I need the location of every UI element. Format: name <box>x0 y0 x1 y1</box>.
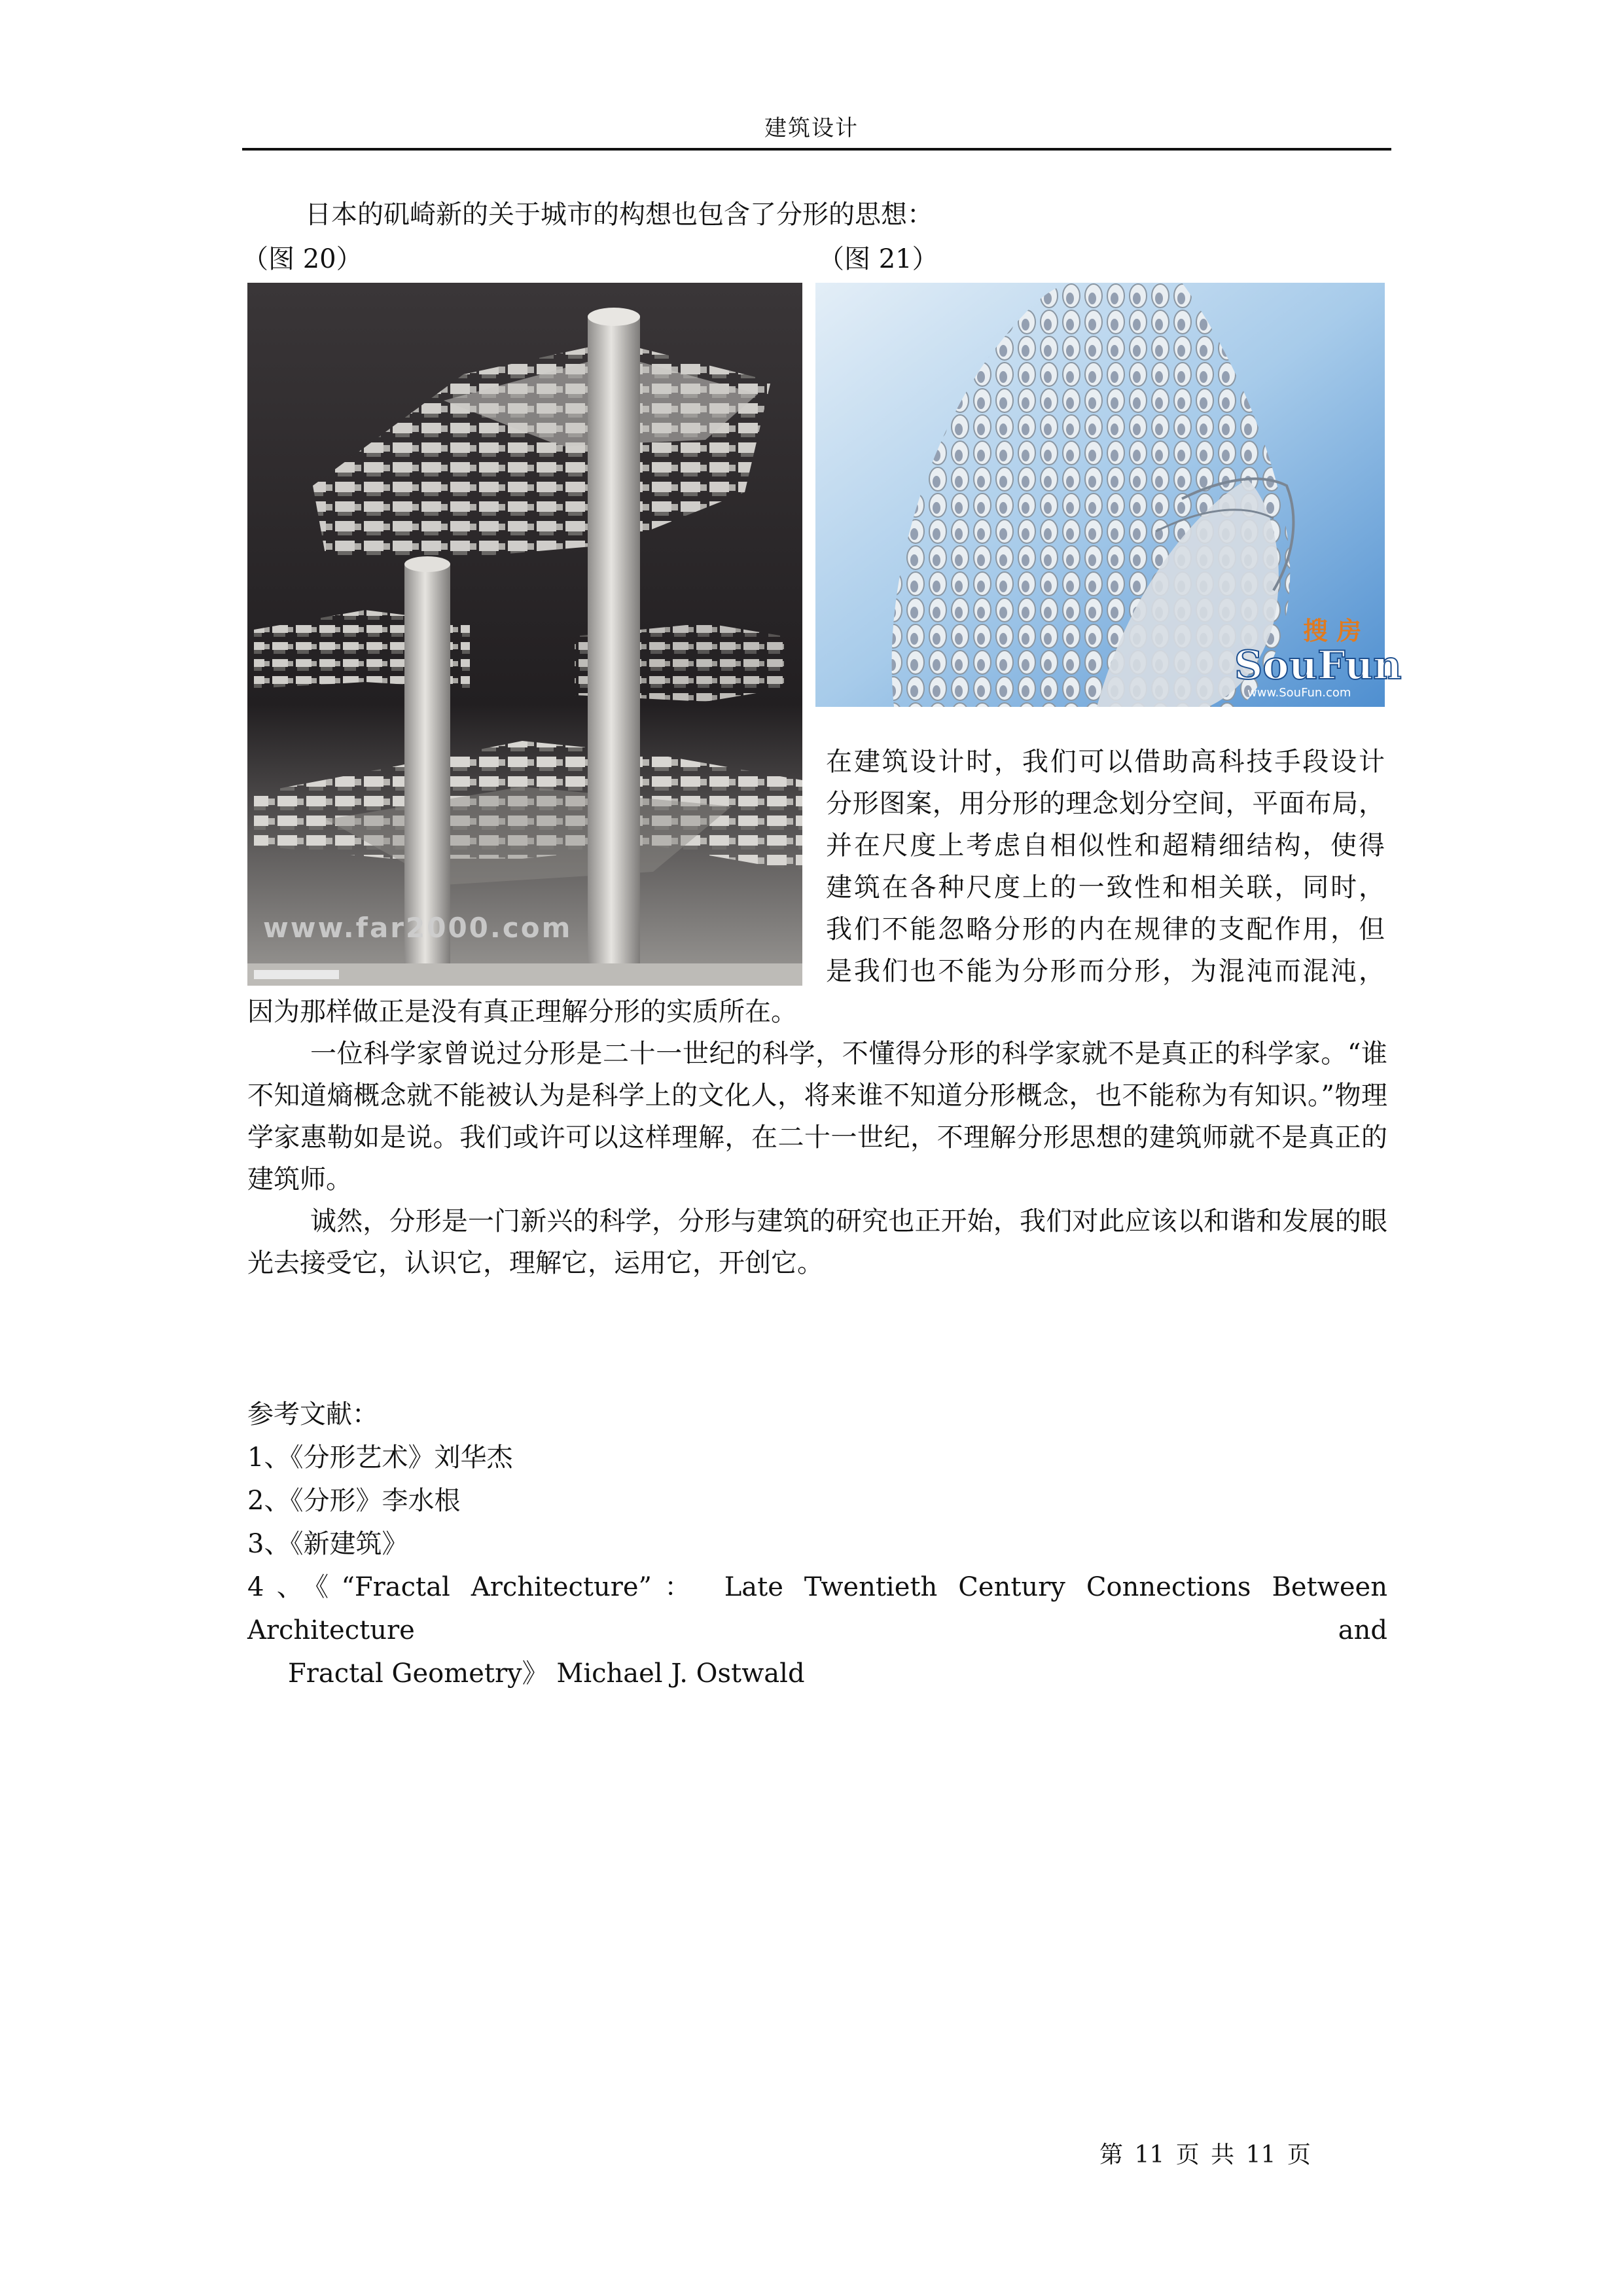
page-header-title: 建筑设计 <box>764 115 859 141</box>
right-column-line: 分形图案，用分形的理念划分空间，平面布局， <box>826 789 1385 819</box>
header-rule <box>242 148 1391 151</box>
right-column-line: 建筑在各种尺度上的一致性和相关联，同时， <box>826 872 1385 903</box>
figure-20-watermark: www.far2000.com <box>263 912 573 944</box>
right-column-text <box>826 741 1385 992</box>
page-footer-number: 第 11 页 共 11 页 <box>1099 2142 1311 2168</box>
soufun-logo-chinese: 搜 房 <box>1303 617 1362 645</box>
reference-item: 1、《分形艺术》刘华杰 <box>247 1443 513 1473</box>
continuation-line: 因为那样做正是没有真正理解分形的实质所在。 <box>247 997 797 1027</box>
right-column-line: 是我们也不能为分形而分形，为混沌而混沌， <box>826 956 1385 986</box>
right-column-line: 在建筑设计时，我们可以借助高科技手段设计 <box>826 747 1385 777</box>
references-section <box>247 1393 1387 1695</box>
references-title: 参考文献： <box>247 1399 378 1429</box>
intro-paragraph: 日本的矶崎新的关于城市的构想也包含了分形的思想： <box>305 200 933 230</box>
reference-item-continuation: Fractal Geometry》 Michael J. Ostwald <box>288 1659 805 1689</box>
reference-item: 4、《“Fractal Architecture”： Late Twentieth Century Connections Between Architecture and <box>247 1572 1387 1645</box>
soufun-logo-url: www.SouFun.com <box>1247 686 1351 700</box>
paragraph-2: 一位科学家曾说过分形是二十一世纪的科学，不懂得分形的科学家就不是真正的科学家。“谁不知道熵概念就不能被认为是科学上的文化人，将来谁不知道分形概念，也不能称为有知识。”物理学家惠勒如是说。我们或许可以这样理解，在二十一世纪，不理解分形思想的建筑师就不是真正的建筑师。 <box>247 1039 1387 1194</box>
figure-20-caption: （图 20） <box>242 244 363 274</box>
right-column-line: 并在尺度上考虑自相似性和超精细结构，使得 <box>826 831 1385 861</box>
paragraph-3: 诚然，分形是一门新兴的科学，分形与建筑的研究也正开始，我们对此应该以和谐和发展的眼光去接受它，认识它，理解它，运用它，开创它。 <box>247 1206 1387 1278</box>
soufun-logo-name: SouFun <box>1234 643 1402 689</box>
reference-item: 2、《分形》李水根 <box>247 1486 461 1516</box>
figure-21-caption: （图 21） <box>818 244 938 274</box>
figure-20-image <box>247 283 802 986</box>
reference-item: 3、《新建筑》 <box>247 1529 408 1559</box>
right-column-line: 我们不能忽略分形的内在规律的支配作用，但 <box>826 914 1385 944</box>
figure-21-image <box>815 283 1402 707</box>
